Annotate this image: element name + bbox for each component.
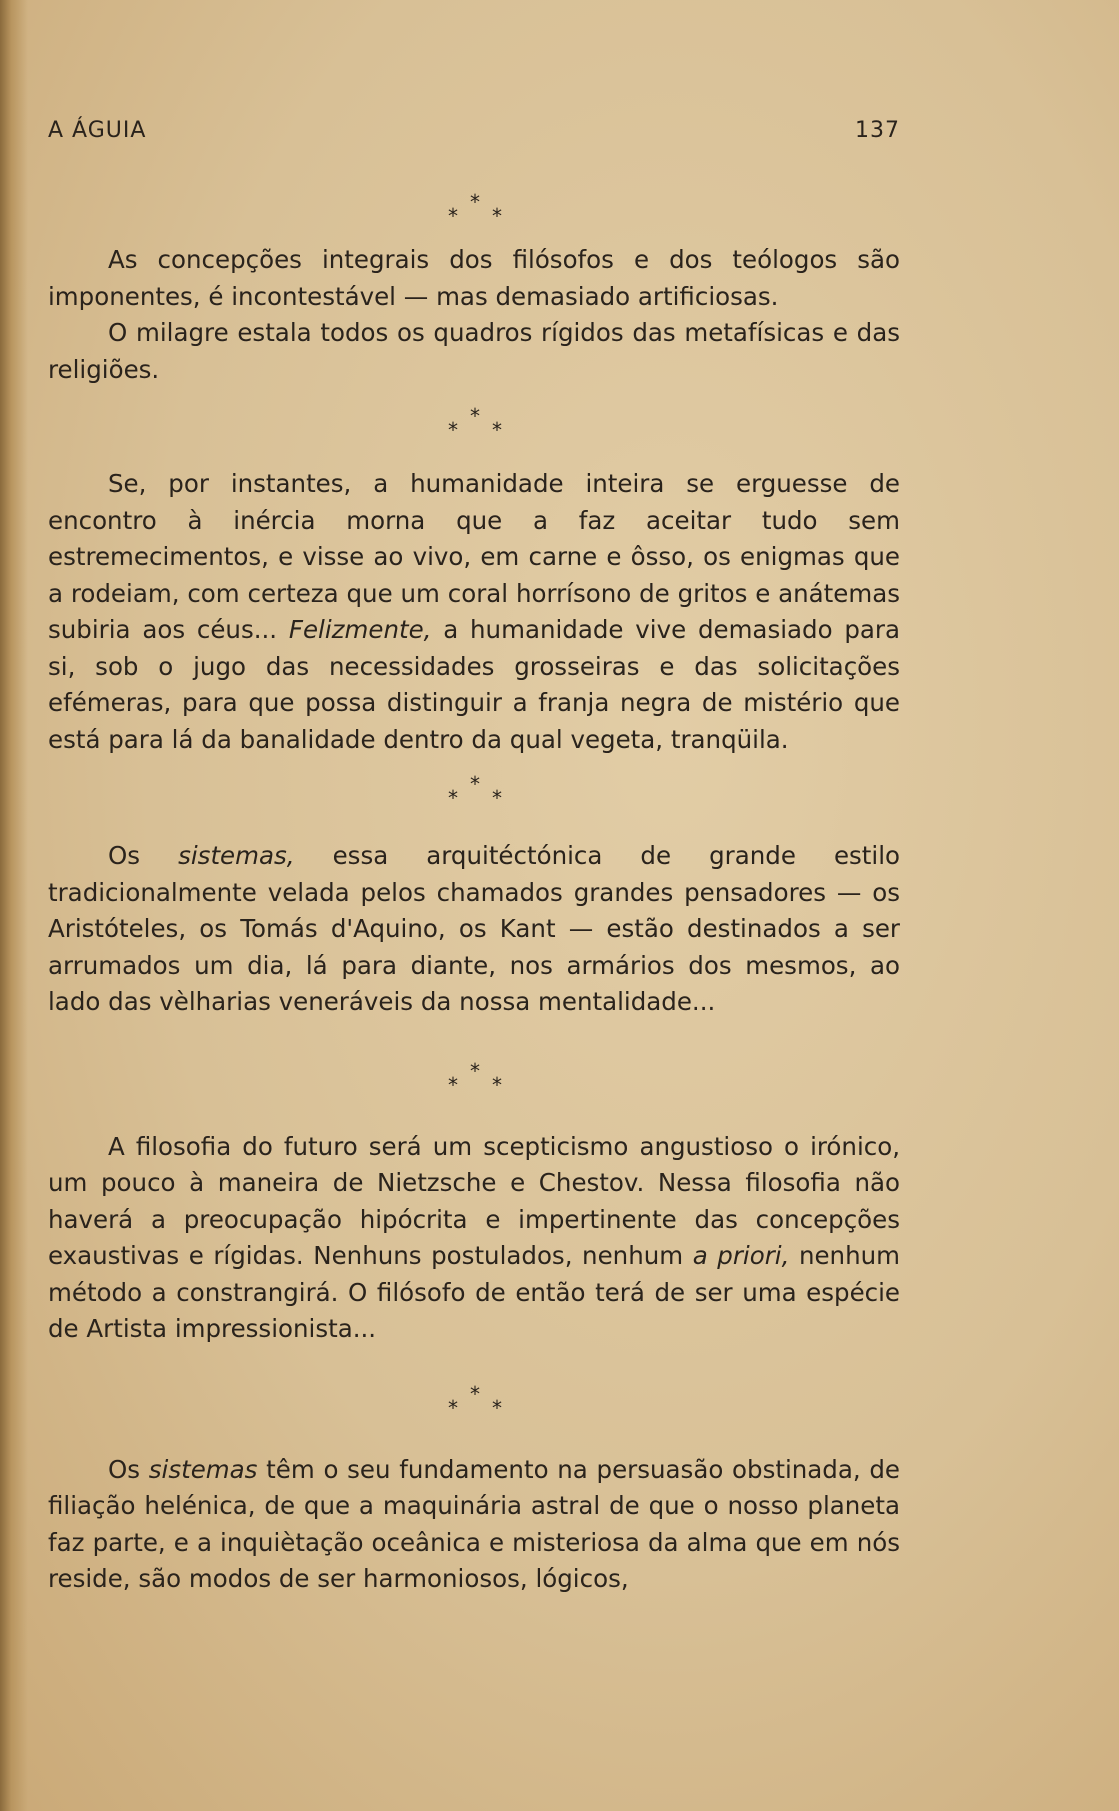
italic-text: Felizmente, [288,615,432,644]
page-number: 137 [855,118,900,143]
asterisk: * [470,404,480,428]
paragraph [48,1452,900,1598]
text-column [48,190,901,1598]
paragraph [48,1129,900,1348]
paragraph [48,838,900,1021]
paragraph-text: A filosofia do futuro será um scepticismo angustioso o irónico, um pouco à maneira de Nietzsche e Chestov. Nessa filosofia não haverá a preocupação hipócrita e impertinente das concepções exaustivas e rígidas. Nenhuns postulados, nenhum [48,1131,900,1270]
italic-text: sistemas [148,1454,258,1484]
italic-text: sistemas, [178,841,295,870]
paragraph-text: nenhum método a constrangirá. O filósofo de então terá de ser uma espécie de Artista impressionista... [48,1241,900,1343]
running-title: A ÁGUIA [48,118,147,143]
paragraph [48,315,900,388]
asterisk: * [448,1395,458,1420]
asterisk: * [492,1072,502,1097]
section-separator [414,1382,534,1422]
asterisk: * [492,418,502,442]
asterisk: * [470,190,480,214]
asterisk: * [448,204,458,228]
paragraph-text: As concepções integrais dos filósofos e dos teólogos são imponentes, é incontestável — mas demasiado artificiosas. [48,245,900,311]
asterisk: * [492,786,502,810]
asterisk: * [470,1381,480,1406]
asterisk: * [470,772,480,796]
paragraph-text: Os [108,841,179,870]
asterisk: * [448,786,458,810]
page-gutter-shadow [0,0,28,1811]
paragraph-text: O milagre estala todos os quadros rígidos das metafísicas e das religiões. [48,318,900,384]
paragraph-text: a humanidade vive demasiado para si, sob o jugo das necessidades grosseiras e das solicitações efémeras, para que possa distinguir a franja negra de mistério que está para lá da banalidade dentro da qual vegeta, tranqüila. [48,615,901,754]
section-separator [414,1059,534,1099]
paragraph [48,242,900,315]
paragraph-text: essa arquitéctónica de grande estilo tradicionalmente velada pelos chamados grandes pensadores — os Aristóteles, os Tomás d'Aquino, os Kant — estão destinados a ser arrumados um dia, lá para diante, nos armários dos mesmos, ao lado das vèlharias veneráveis da nossa mentalidade... [48,841,901,1016]
asterisk: * [448,1072,458,1097]
section-separator [414,772,534,812]
italic-text: a priori, [692,1241,790,1270]
paragraph-text: têm o seu fundamento na persuasão obstinada, de filiação helénica, de que a maquinária astral de que o nosso planeta faz parte, e a inquiètação oceânica e misteriosa da alma que em nós reside, são modos de ser harmoniosos, lógicos, [48,1454,901,1593]
paragraph-text: Os [108,1454,149,1484]
asterisk: * [470,1058,480,1083]
asterisk: * [448,418,458,442]
section-separator [414,404,534,444]
section-separator [414,190,534,230]
paragraph [48,466,900,758]
asterisk: * [492,204,502,228]
paragraph-text: Se, por instantes, a humanidade inteira se erguesse de encontro à inércia morna que a faz aceitar tudo sem estremecimentos, e visse ao vivo, em carne e ôsso, os enigmas que a rodeiam, com certeza que um coral horrísono de gritos e anátemas subiria aos céus... [48,469,900,644]
asterisk: * [492,1395,502,1420]
